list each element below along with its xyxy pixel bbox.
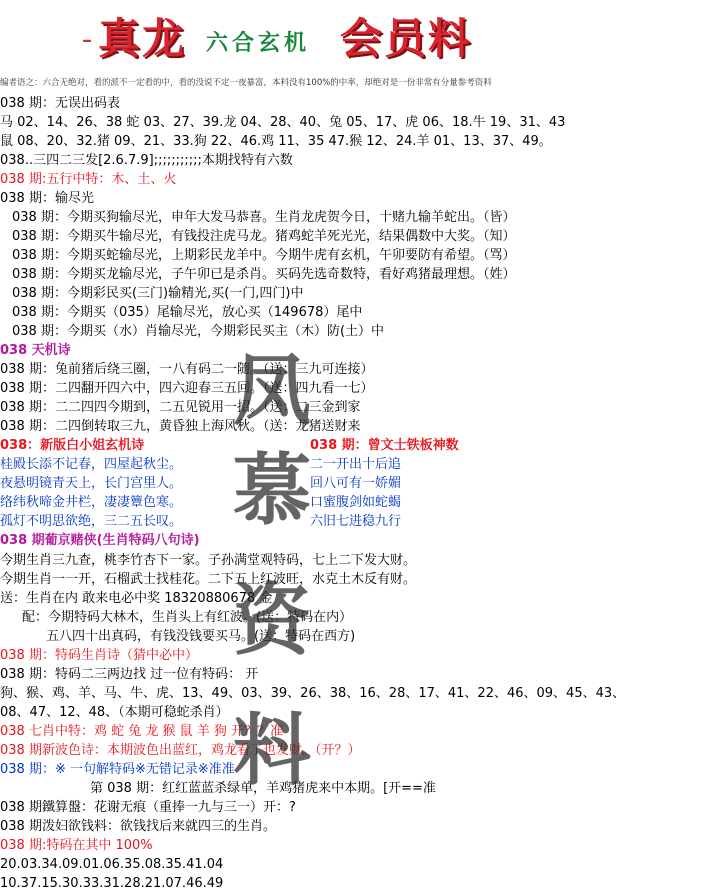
line-lose-ox: 038 期：今期买牛输尽光，有钱投注虎马龙。猪鸡蛇羊死光光，结果偶数中大奖。（知） — [12, 229, 516, 244]
watermark-char: 慕 — [233, 445, 312, 536]
tieban-2: 回八可有一娇媚 — [310, 476, 402, 491]
line-five-elements: 038 期:五行中特：木、土、火 — [0, 172, 177, 187]
watermark-char: 凤 — [233, 345, 312, 436]
line-lose-all-title: 038 期：输尽光 — [0, 191, 94, 206]
line-heaven-poem-1: 038 期：兔前猪后绕三圈，一八有码二一随。（送：三九可连接） — [0, 362, 374, 377]
watermark-char: 料 — [233, 705, 312, 796]
banner-title-part1: 真龙 — [98, 14, 187, 63]
white-lady-poem-2: 夜悬明镜青天上，长门宫里人。 — [0, 476, 183, 491]
white-lady-poem-4: 孤灯不明思欲绝，三二五长叹。 — [0, 514, 183, 529]
line-tail-numbers: 038..三四二三发[2.6.7.9];;;;;;;;;;;本期找特有六数 — [0, 153, 293, 168]
line-two-column-titles — [0, 436, 720, 455]
tieban-1: 二一开出十后追 — [310, 457, 402, 472]
white-lady-poem-title: 038：新版白小姐玄机诗 — [0, 438, 145, 453]
line-two-column-1 — [0, 455, 720, 474]
watermark-char: 资 — [233, 575, 312, 666]
line-heaven-poem-title: 038 天机诗 — [0, 343, 71, 358]
line-both-sides: 038 期：特码二三两边找 过一位有特码： 开 — [0, 667, 259, 682]
line-wave-color-poem: 038 期新波色诗：本期波色出蓝红，鸡龙看了也发财。（开？） — [0, 743, 361, 758]
white-lady-poem-1: 桂殿长添不记春，四屋起秋尘。 — [0, 457, 183, 472]
line-lose-dog: 038 期：今期买狗输尽光，申年大发马恭喜。生肖龙虎贺今日，十赌九输羊蛇出。（皆） — [12, 210, 516, 225]
line-special-numbers-2: 10.37.15.30.33.31.28.21.07.46.49 — [0, 876, 224, 891]
tieban-title: 038 期：曾文士铁板神数 — [310, 438, 459, 453]
line-seven-zodiac: 038 七肖中特：鸡 蛇 兔 龙 猴 鼠 羊 狗 开？？准 — [0, 724, 284, 739]
line-two-column-4 — [0, 512, 720, 531]
line-lose-dragon: 038 期：今期买龙输尽光，子午卯已是杀肖。买码先选奇数特，看好鸡猪最理想。（姓） — [12, 267, 516, 282]
line-lose-gate: 038 期：今期彩民买(三门)输精光,买(一门,四门)中 — [12, 286, 304, 301]
line-phone-promo: 送：生肖在内 敢来电必中奖 18320880678 金 — [0, 591, 273, 606]
line-one-sentence-title: 038 期：※ 一句解特码※无错记录※准准 — [0, 762, 235, 777]
banner-dash: - — [82, 22, 92, 55]
header-banner — [0, 0, 720, 66]
line-two-column-3 — [0, 493, 720, 512]
line-macau-gambler-2: 今期生肖一一开，石榴武士找桂花。二下五上红波旺，水克土木反有财。 — [0, 572, 417, 587]
white-lady-poem-3: 络纬秋啼金井栏，凄凄簟色寒。 — [0, 495, 183, 510]
line-lose-element: 038 期：今期买（水）肖输尽光，今期彩民买主（木）防(土）中 — [12, 324, 385, 339]
line-number-list-2: 08、47、12、48、（本期可稳蛇杀肖） — [0, 705, 229, 720]
line-special-wood: 配：今期特码大林木，生肖头上有红波。(送：特码在内） — [22, 610, 353, 625]
line-heaven-poem-4: 038 期：二四倒转取三九，黄昏独上海风秋。（送：龙猪送财来 — [0, 419, 361, 434]
line-special-inside-title: 038 期:特码在其中 100% — [0, 838, 153, 853]
line-one-sentence: 第 038 期：红红蓝蓝杀绿单，羊鸡猪虎来中本期。[开==准 — [90, 781, 436, 796]
line-zodiac-poem-title: 038 期：特码生肖诗（猜中必中） — [0, 648, 198, 663]
content-lines — [0, 94, 720, 893]
line-shrew-money: 038 期泼妇欲钱料：欲钱找后来就四三的生肖。 — [0, 819, 276, 834]
tieban-4: 六旧七进稳九行 — [310, 514, 402, 529]
banner-title-part3: 会员料 — [340, 14, 473, 63]
tieban-3: 口蜜腹剑如蛇蝎 — [310, 495, 402, 510]
line-number-list-1: 狗、猴、鸡、羊、马、牛、虎、13、49、03、39、26、38、16、28、17、41、22、46、09、45、43、 — [0, 686, 626, 701]
line-heaven-poem-2: 038 期：二四翻开四六中，四六迎春三五回。（送：四九看一七） — [0, 381, 374, 396]
banner-title-part2: 六合玄机 — [206, 30, 311, 56]
line-missing-table-title: 038 期：无误出码表 — [0, 96, 120, 111]
line-lose-snake: 038 期：今期买蛇输尽光，上期彩民龙羊中。今期牛虎有玄机，午卯要防有希望。（骂） — [12, 248, 516, 263]
line-special-west: 五八四十出真码，有钱没钱要买马。(送：特码在西方) — [46, 629, 356, 644]
line-special-numbers-1: 20.03.34.09.01.06.35.08.35.41.04 — [0, 857, 224, 872]
line-zodiac-numbers-1: 马 02、14、26、38 蛇 03、27、39.龙 04、28、40、兔 05、17、虎 06、18.牛 19、31、43 — [0, 115, 566, 130]
line-lose-tail: 038 期：今期买（035）尾输尽光，放心买（149678）尾中 — [12, 305, 363, 320]
line-zodiac-numbers-2: 鼠 08、20、32.猪 09、21、33.狗 22、46.鸡 11、35 47.猴 12、24.羊 01、13、37、49。 — [0, 134, 552, 149]
line-macau-gambler-1: 今期生肖三九查，桃李竹杏下一家。子孙满堂观特码，七上二下发大财。 — [0, 553, 417, 568]
line-two-column-2 — [0, 474, 720, 493]
line-macau-gambler-title: 038 期葡京赌侠(生肖特码八句诗) — [0, 533, 200, 548]
line-heaven-poem-3: 038 期：二二四四今期到，二五见锐用一招。（送：二三金到家 — [0, 400, 361, 415]
line-abacus: 038 期鐵算盤：花谢无痕（重捧一九与三一）开：? — [0, 800, 296, 815]
disclaimer-text: 编者语之：六合无绝对，看的派不一定看的中，看的没说不定一夜暴富，本料没有100%的中率，却绝对是一份非常有分量参考资料 — [0, 78, 492, 88]
